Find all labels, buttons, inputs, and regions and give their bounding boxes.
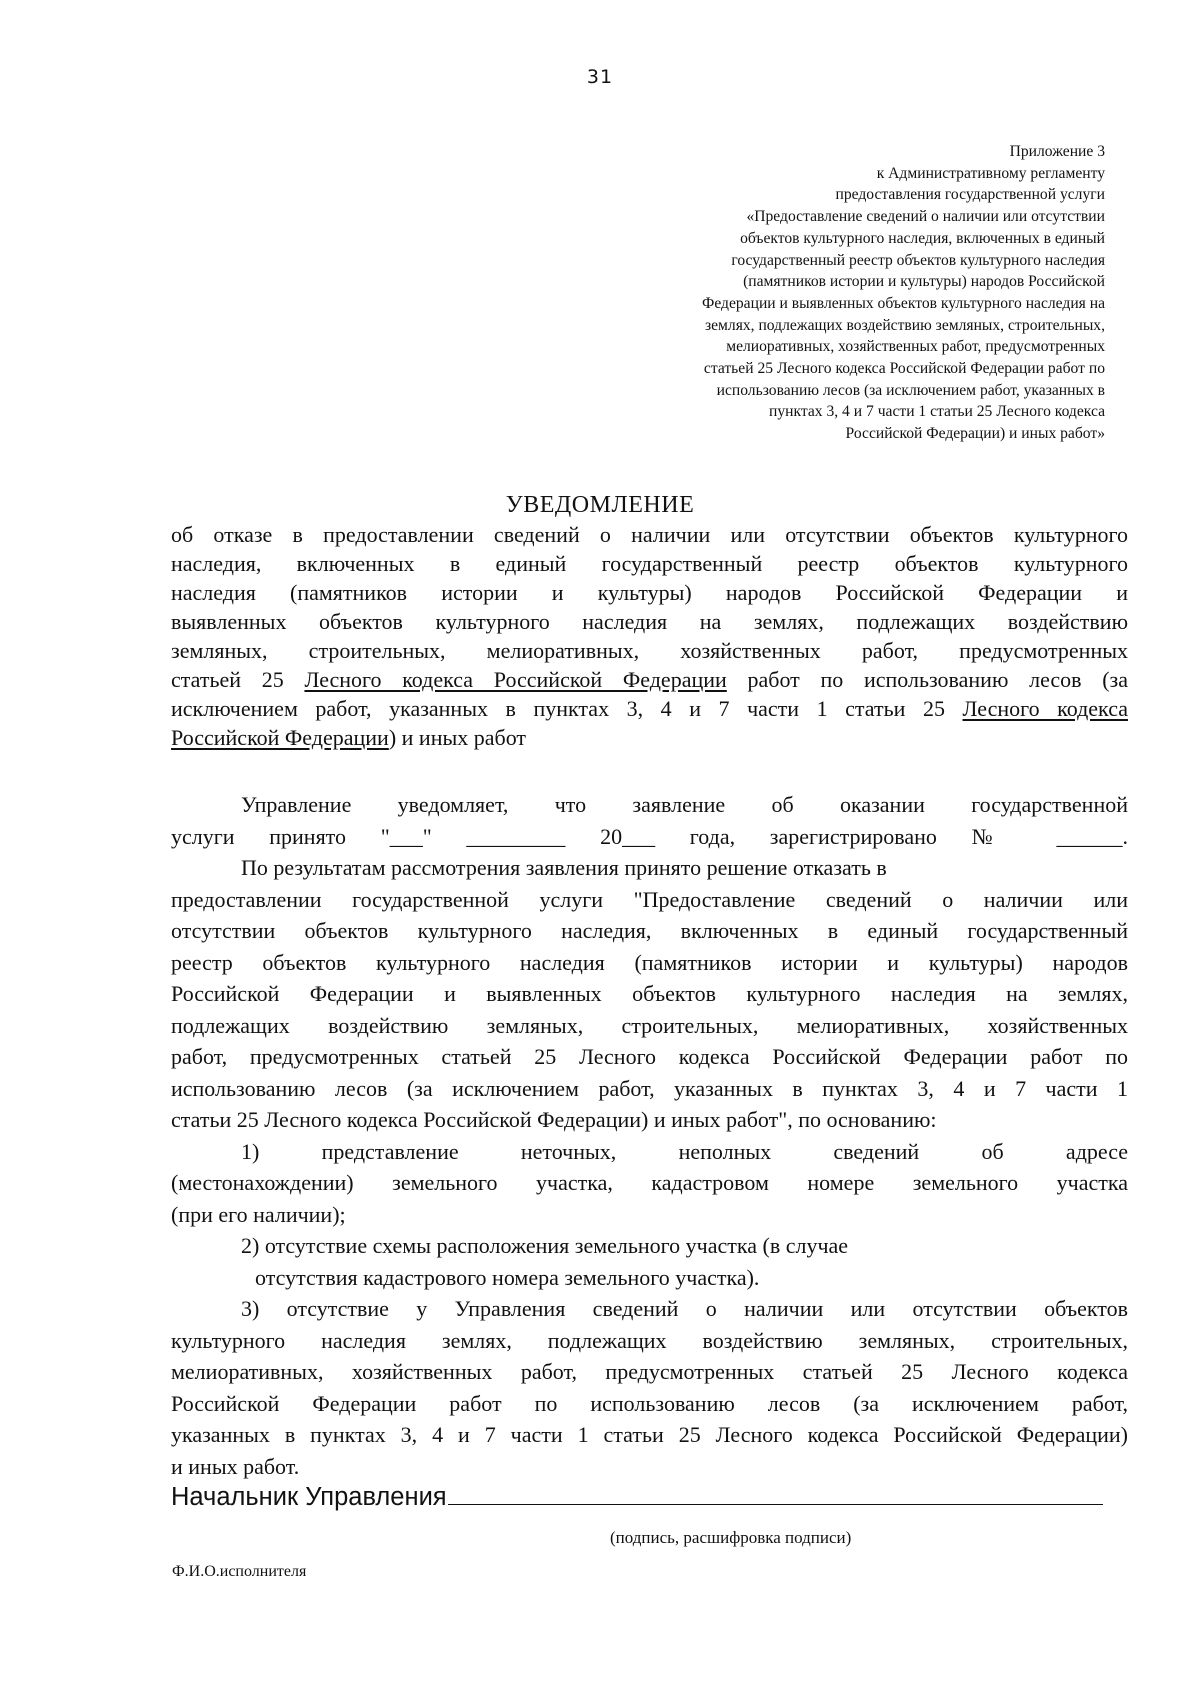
appendix-line: к Административному регламенту — [876, 164, 1105, 182]
body-line: услуги принято "___" _________ 20___ года, зарегистрировано № ______. — [171, 823, 1128, 849]
appendix-line: предоставления государственной услуги — [835, 186, 1105, 204]
signature-label: Начальник Управления — [171, 1483, 447, 1511]
body-line: Управление уведомляет, что заявление об оказании государственной — [241, 792, 1128, 817]
signature-caption: (подпись, расшифровка подписи) — [610, 1528, 852, 1547]
subtitle-line — [171, 694, 1128, 723]
reason-1-line: (при его наличии); — [171, 1201, 346, 1227]
appendix-line: Российской Федерации) и иных работ» — [845, 425, 1105, 443]
body-line: работ, предусмотренных статьей 25 Лесного кодекса Российской Федерации работ по — [171, 1044, 1128, 1069]
appendix-line: землях, подлежащих воздействию земляных, строительных, — [704, 316, 1105, 334]
subtitle-line — [171, 665, 1128, 694]
appendix-line: государственный реестр объектов культурного наследия — [731, 251, 1105, 269]
appendix-line: пунктах 3, 4 и 7 части 1 статьи 25 Лесного кодекса — [768, 403, 1105, 421]
body-line: использованию лесов (за исключением работ, указанных в пунктах 3, 4 и 7 части 1 — [171, 1075, 1128, 1101]
reason-3-line: указанных в пунктах 3, 4 и 7 части 1 статьи 25 Лесного кодекса Российской Федерации) — [171, 1422, 1128, 1447]
appendix-line: «Предоставление сведений о наличии или отсутствии — [746, 208, 1105, 226]
reason-3-line: 3) отсутствие у Управления сведений о наличии или отсутствии объектов — [241, 1296, 1128, 1321]
document-title: УВЕДОМЛЕНИЕ — [505, 492, 695, 518]
appendix-header — [585, 141, 1105, 445]
subtitle-line: об отказе в предоставлении сведений о наличии или отсутствии объектов культурного — [171, 522, 1128, 547]
reason-3-line: культурного наследия землях, подлежащих воздействию земляных, строительных, — [171, 1327, 1128, 1353]
forest-code-link[interactable]: Российской Федерации — [171, 725, 389, 750]
appendix-line: Приложение 3 — [1009, 143, 1105, 160]
body-line: По результатам рассмотрения заявления принято решение отказать в — [241, 855, 887, 880]
subtitle-line: выявленных объектов культурного наследия на землях, подлежащих воздействию — [171, 609, 1128, 634]
document-body — [171, 789, 1128, 1482]
appendix-line: объектов культурного наследия, включенных в единый — [740, 229, 1105, 247]
subtitle-text: исключением работ, указанных в пунктах 3, 4 и 7 части 1 статьи 25 — [171, 696, 963, 721]
subtitle-line — [171, 723, 1128, 752]
subtitle-text: работ по использованию лесов (за — [726, 667, 1129, 692]
subtitle-line: земляных, строительных, мелиоративных, хозяйственных работ, предусмотренных — [171, 638, 1128, 663]
reason-1-line: 1) представление неточных, неполных сведений об адресе — [241, 1138, 1128, 1164]
appendix-line: Федерации и выявленных объектов культурного наследия на — [702, 294, 1105, 312]
appendix-line: статьей 25 Лесного кодекса Российской Федерации работ по — [703, 360, 1105, 378]
body-line: отсутствии объектов культурного наследия, включенных в единый государственный — [171, 918, 1128, 943]
executor-label: Ф.И.О.исполнителя — [172, 1563, 307, 1580]
reason-3-line: мелиоративных, хозяйственных работ, предусмотренных статьей 25 Лесного кодекса — [171, 1359, 1128, 1384]
subtitle-line: наследия (памятников истории и культуры) народов Российской Федерации и — [171, 580, 1128, 605]
body-line: подлежащих воздействию земляных, строительных, мелиоративных, хозяйственных — [171, 1012, 1128, 1038]
appendix-line: мелиоративных, хозяйственных работ, предусмотренных — [726, 338, 1105, 356]
signature-block — [171, 1480, 1131, 1512]
body-line: статьи 25 Лесного кодекса Российской Федерации) и иных работ", по основанию: — [171, 1107, 937, 1132]
appendix-line: использованию лесов (за исключением работ, указанных в — [716, 381, 1105, 399]
forest-code-link[interactable]: Лесного кодекса — [962, 696, 1128, 721]
reason-3-line: Российской Федерации работ по использованию лесов (за исключением работ, — [171, 1390, 1128, 1416]
reason-3-line: и иных работ. — [171, 1453, 300, 1479]
body-line: предоставлении государственной услуги "Предоставление сведений о наличии или — [171, 886, 1128, 912]
signature-line[interactable] — [448, 1480, 1103, 1505]
appendix-line: (памятников истории и культуры) народов Российской — [743, 273, 1105, 291]
document-subtitle — [171, 520, 1128, 752]
subtitle-text: статьей 25 — [171, 667, 305, 692]
reason-2-line: отсутствия кадастрового номера земельного участка). — [255, 1264, 760, 1290]
page-number: 31 — [586, 66, 614, 88]
subtitle-line: наследия, включенных в единый государственный реестр объектов культурного — [171, 551, 1128, 576]
body-line: реестр объектов культурного наследия (памятников истории и культуры) народов — [171, 949, 1128, 975]
subtitle-text: ) и иных работ — [388, 725, 527, 750]
body-line: Российской Федерации и выявленных объектов культурного наследия на землях, — [171, 981, 1128, 1006]
forest-code-link[interactable]: Лесного кодекса Российской Федерации — [304, 667, 727, 692]
reason-2-line: 2) отсутствие схемы расположения земельного участка (в случае — [241, 1233, 849, 1258]
reason-1-line: (местонахождении) земельного участка, кадастровом номере земельного участка — [171, 1170, 1128, 1195]
